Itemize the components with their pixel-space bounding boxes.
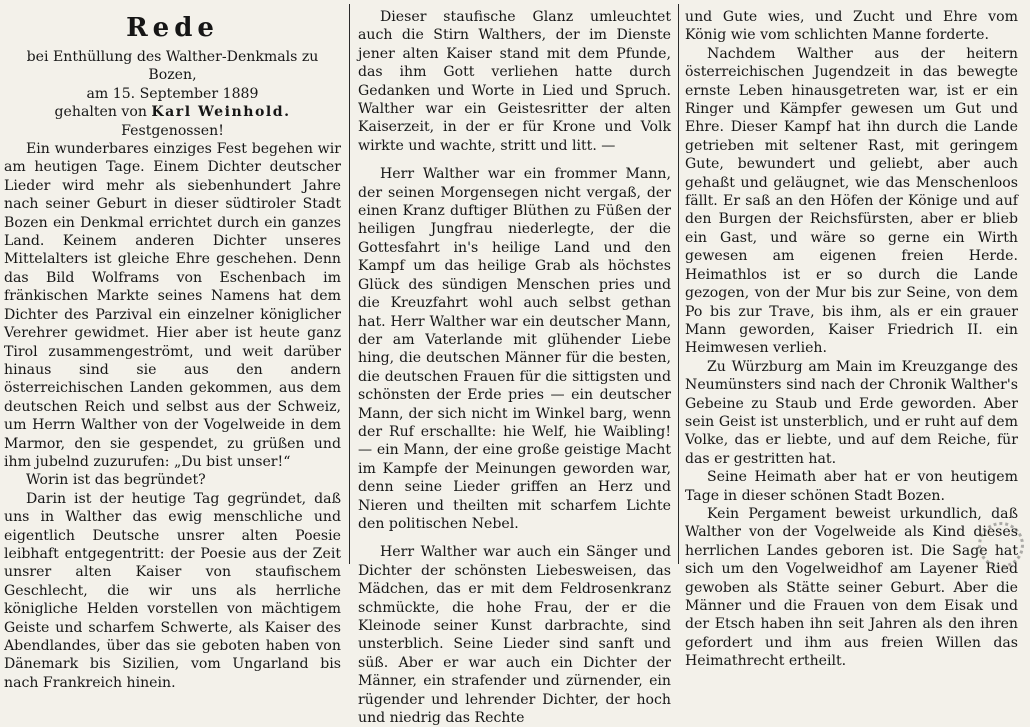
speech-title: Rede [126,13,219,43]
paragraph: Herr Walther war ein frommer Mann, der seinen Morgensegen nicht vergaß, der einen Kranz duftiger Blüthen zu Füßen der heiligen Jungfrau niederlegte, der die Gottesfahrt in's heilige Land und den Kampf um das heilige Grab als höchstes Glück des sündigen Menschen pries und die Kreuzfahrt wohl auch selbst gethan hat. Herr Walther war ein deutscher Mann, der am Vaterlande mit glühender Liebe hing, die deutschen Männer für die besten, die deutschen Frauen für die sittigsten und schönsten der Erde pries — ein deutscher Mann, der sich nicht im Winkel barg, wenn der Ruf erschallte: hie Welf, hie Waibling! — ein Mann, der eine große geistige Macht im Kampfe der Meinungen geworden war, denn seine Lieder griffen an Herz und Nieren und theilten mit scharfem Lichte den politischen Nebel. [358,166,671,532]
author-name: Karl Weinhold. [151,104,291,121]
column-divider [349,4,350,564]
paragraph: Ein wunderbares einziges Fest begehen wir am heutigen Tage. Einem Dichter deutscher Lieder wird mehr als siebenhundert Jahre nach seiner Geburt in dieser südtiroler Stadt Bozen ein Denkmal errichtet durch ein ganzes Land. Keinem anderen Dichter unseres Mittelalters ist gleiche Ehre geschehen. Denn das Bild Wolframs von Eschenbach im fränkischen Markte seines Namens hat dem Dichter des Parzival ein einzelner königlicher Verehrer gewidmet. Hier aber ist heute ganz Tirol zusammengeströmt, und weit darüber hinaus sind sie aus den andern österreichischen Landen gekommen, aus dem deutschen Reich und selbst aus der Schweiz, um Herrn Walther von der Vogelweide in dem Marmor, den sie gespendet, zu grüßen und ihm jubelnd zuzurufen: „Du bist unser!“ [4,141,341,470]
paragraph: Darin ist der heutige Tag gegründet, daß uns in Walther das ewig menschliche und eigentlich Deutsche unsrer alten Poesie leibhaft entgegentritt: der Poesie aus der Zeit unsrer alten Kaiser von staufischem Geschlecht, die wir uns als herrliche königliche Helden vorstellen von mächtigem Geiste und scharfem Schwerte, als Kaiser des Abendlandes, über das sie geboten haben von Dänemark bis Sizilien, vom Ungarland bis nach Frankreich hinein. [4,490,341,691]
occasion-line: bei Enthüllung des Walther-Denkmals zu Bozen, [26,49,319,84]
column-1 [4,8,341,691]
paragraph: Worin ist das begründet? [26,472,206,489]
paragraph: Zu Würzburg am Main im Kreuzgange des Neumünsters sind nach der Chronik Walther's Gebeine zu Staub und Erde geworden. Aber sein Geist ist unsterblich, und er ruht auf dem Volke, das er liebte, und auf dem Reiche, für das er gestritten hat. [685,358,1018,467]
column-3 [685,8,1018,670]
byline-prefix: gehalten von [54,104,147,121]
paragraph: Seine Heimath aber hat er von heutigem Tage in dieser schönen Stadt Bozen. [685,469,1018,504]
date-line: am 15. September 1889 [86,85,259,102]
column-divider [678,4,679,564]
paragraph: und Gute wies, und Zucht und Ehre vom König wie vom schlichten Manne forderte. [685,9,1018,44]
paragraph: Herr Walther war auch ein Sänger und Dichter der schönsten Liebesweisen, das Mädchen, das er mit dem Feldrosenkranz schmückte, die hohe Frau, der er die Kleinode seiner Kunst darbrachte, sind unsterblich. Seine Lieder sind sanft und süß. Aber er war auch ein Dichter der Männer, ein strafender und zürnender, ein rügender und lehrender Dichter, der hoch und niedrig das Rechte [358,544,671,727]
paragraph: Kein Pergament beweist urkundlich, daß Walther von der Vogelweide als Kind dieses herrlichen Landes geboren ist. Die Sage hat sich um den Vogelweidhof am Layener Ried gewoben als Stätte seiner Geburt. Aber die Männer und die Frauen von dem Eisak und der Etsch haben ihn seit Jahren als den ihren gefordert und ihm aus freien Willen das Heimathrecht ertheilt. [685,505,1018,670]
column-2 [358,8,671,727]
paragraph: Dieser staufische Glanz umleuchtet auch die Stirn Walthers, der im Dienste jener alten Kaiser stand mit dem Pfunde, das ihm Gott verliehen hatte durch Gedanken und Worte in Lied und Spruch. Walther war ein Geistesritter der alten Kaiserzeit, in der er für Krone und Volk wirkte und wachte, stritt und litt. — [358,9,671,154]
byline [4,103,341,121]
paragraph: Nachdem Walther aus der heitern österreichischen Jugendzeit in das bewegte ernste Leben hinausgetreten war, ist er ein Ringer und Kämpfer gewesen um Gut und Ehre. Dieser Kampf hat ihn durch die Lande getrieben mit seltener Rast, mit geringem Gute, bewundert und geliebt, aber auch gehaßt und geläugnet, wie das Menschenloos fällt. Er saß an den Höfen der Könige und auf den Burgen der Reichsfürsten, aber er blieb ein Gast, und wäre so gerne ein Wirth gewesen am eigenen freien Herde. Heimathlos ist er so durch die Lande gezogen, von der Mur bis zur Seine, von dem Po bis zur Trave, bis ihm, als er ein grauer Mann geworden, Kaiser Friedrich II. ein Heimwesen verlieh. [685,45,1018,357]
salutation: Festgenossen! [121,122,224,139]
